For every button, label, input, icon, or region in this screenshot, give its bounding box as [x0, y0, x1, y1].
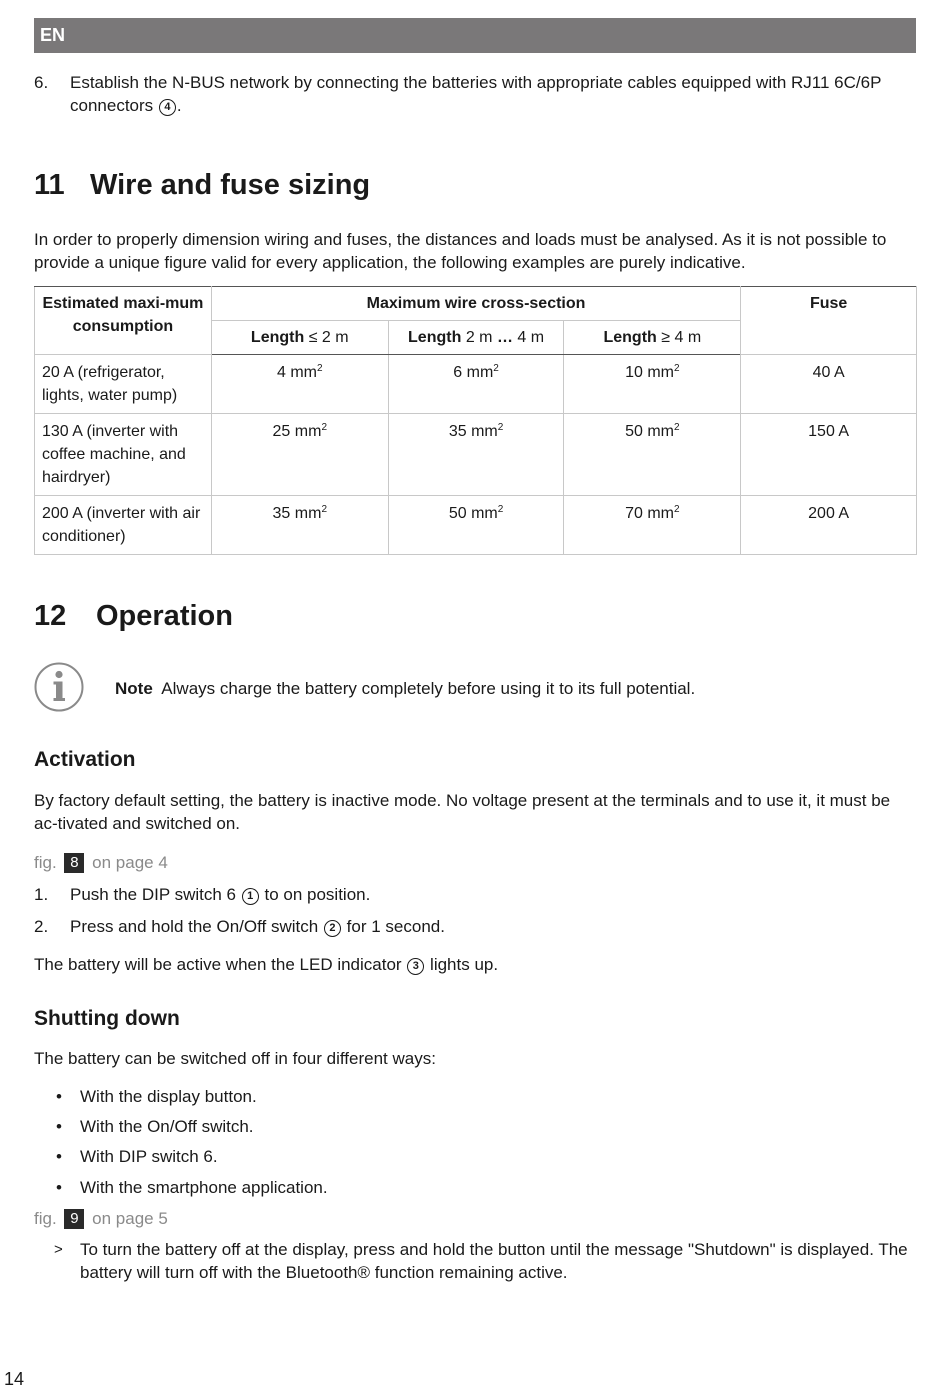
- header-cross-section: Maximum wire cross-section: [211, 287, 740, 321]
- step-text: Establish the N-BUS network by connecting the batteries with appropriate cables equipped with RJ11 6C/6P connectors 4 .: [70, 73, 882, 115]
- section-title: Operation: [96, 600, 233, 632]
- language-code: EN: [40, 25, 66, 45]
- cell-length-3: 50 $mm^2$: [564, 414, 741, 496]
- cell-length-2: 6 $mm^2$: [388, 355, 564, 414]
- section-title: Wire and fuse sizing: [90, 169, 371, 201]
- header-consumption: Estimated maxi-mum consumption: [35, 287, 212, 355]
- cell-length-2: 50 $mm^2$: [388, 496, 564, 555]
- cell-fuse: 200 A: [741, 496, 917, 555]
- shutdown-heading: Shutting down: [34, 1007, 180, 1030]
- section-12-heading: [34, 599, 233, 633]
- activation-intro: By factory default setting, the battery is inactive mode. No voltage present at the terminals and to use it, it must be ac-tivated and switched on.: [34, 791, 891, 833]
- cell-length-3: 70 $mm^2$: [564, 496, 741, 555]
- header-length-2: Length 2 m … 4 m: [388, 321, 564, 355]
- shutdown-action: [34, 1238, 918, 1284]
- cell-consumption: 200 A (inverter with air conditioner): [35, 496, 212, 555]
- list-item: • With the smartphone application.: [56, 1178, 328, 1197]
- header-fuse: Fuse: [741, 287, 917, 355]
- table-row: [35, 414, 917, 496]
- table-row: [35, 496, 917, 555]
- callout-marker: 2: [324, 920, 341, 937]
- activation-result: The battery will be active when the LED indicator 3 lights up.: [34, 955, 499, 974]
- step-number: 2.: [34, 917, 49, 936]
- section-number: 11: [34, 169, 65, 201]
- cell-fuse: 150 A: [741, 414, 917, 496]
- note-text: Always charge the battery completely before using it to its full potential.: [161, 679, 696, 698]
- section-number: 12: [34, 600, 67, 632]
- shutdown-intro: The battery can be switched off in four different ways:: [34, 1049, 436, 1068]
- section-11-intro: In order to properly dimension wiring and fuses, the distances and loads must be analysed. As it is not possible to provide a unique figure valid for every application, the following examples are purely indicative.: [34, 230, 887, 272]
- list-item: • With DIP switch 6.: [56, 1147, 218, 1166]
- action-marker: >: [54, 1241, 63, 1258]
- step-text: Press and hold the On/Off switch 2 for 1 second.: [70, 917, 445, 936]
- cell-length-3: 10 $mm^2$: [564, 355, 741, 414]
- info-icon: [34, 662, 84, 712]
- step-number: 6.: [34, 73, 49, 92]
- cell-length-1: 25 $mm^2$: [211, 414, 388, 496]
- list-item: • With the display button.: [56, 1087, 257, 1106]
- cell-consumption: 20 A (refrigerator, lights, water pump): [35, 355, 212, 414]
- note-label: Note: [115, 679, 153, 698]
- cell-length-1: 35 $mm^2$: [211, 496, 388, 555]
- callout-marker: 1: [242, 888, 259, 905]
- figure-number-badge: 8: [64, 853, 84, 873]
- page-number: 14: [4, 1369, 25, 1389]
- cell-length-1: 4 $mm^2$: [211, 355, 388, 414]
- header-length-3: Length ≥ 4 m: [564, 321, 741, 355]
- cell-fuse: 40 A: [741, 355, 917, 414]
- cell-length-2: 35 $mm^2$: [388, 414, 564, 496]
- callout-marker: 3: [407, 958, 424, 975]
- cell-consumption: 130 A (inverter with coffee machine, and hairdryer): [35, 414, 212, 496]
- activation-step-2: [34, 915, 918, 938]
- table-row: [35, 355, 917, 414]
- figure-reference[interactable]: fig. 8 on page 4: [34, 853, 168, 872]
- header-length-1: Length ≤ 2 m: [211, 321, 388, 355]
- callout-marker: 4: [159, 99, 176, 116]
- figure-reference[interactable]: fig. 9 on page 5: [34, 1209, 168, 1228]
- note-line: [115, 677, 695, 700]
- wire-fuse-table: [34, 286, 917, 555]
- step-6: [34, 71, 918, 117]
- section-11-heading: [34, 168, 370, 202]
- figure-number-badge: 9: [64, 1209, 84, 1229]
- step-text: Push the DIP switch 6 1 to on position.: [70, 885, 371, 904]
- activation-heading: Activation: [34, 748, 136, 771]
- activation-step-1: [34, 883, 918, 906]
- list-item: • With the On/Off switch.: [56, 1117, 254, 1136]
- language-header-bar: [34, 18, 916, 53]
- step-number: 1.: [34, 885, 49, 904]
- action-text: To turn the battery off at the display, press and hold the button until the message "Shutdown" is displayed. The battery will turn off with the Bluetooth® function remaining active.: [80, 1240, 908, 1282]
